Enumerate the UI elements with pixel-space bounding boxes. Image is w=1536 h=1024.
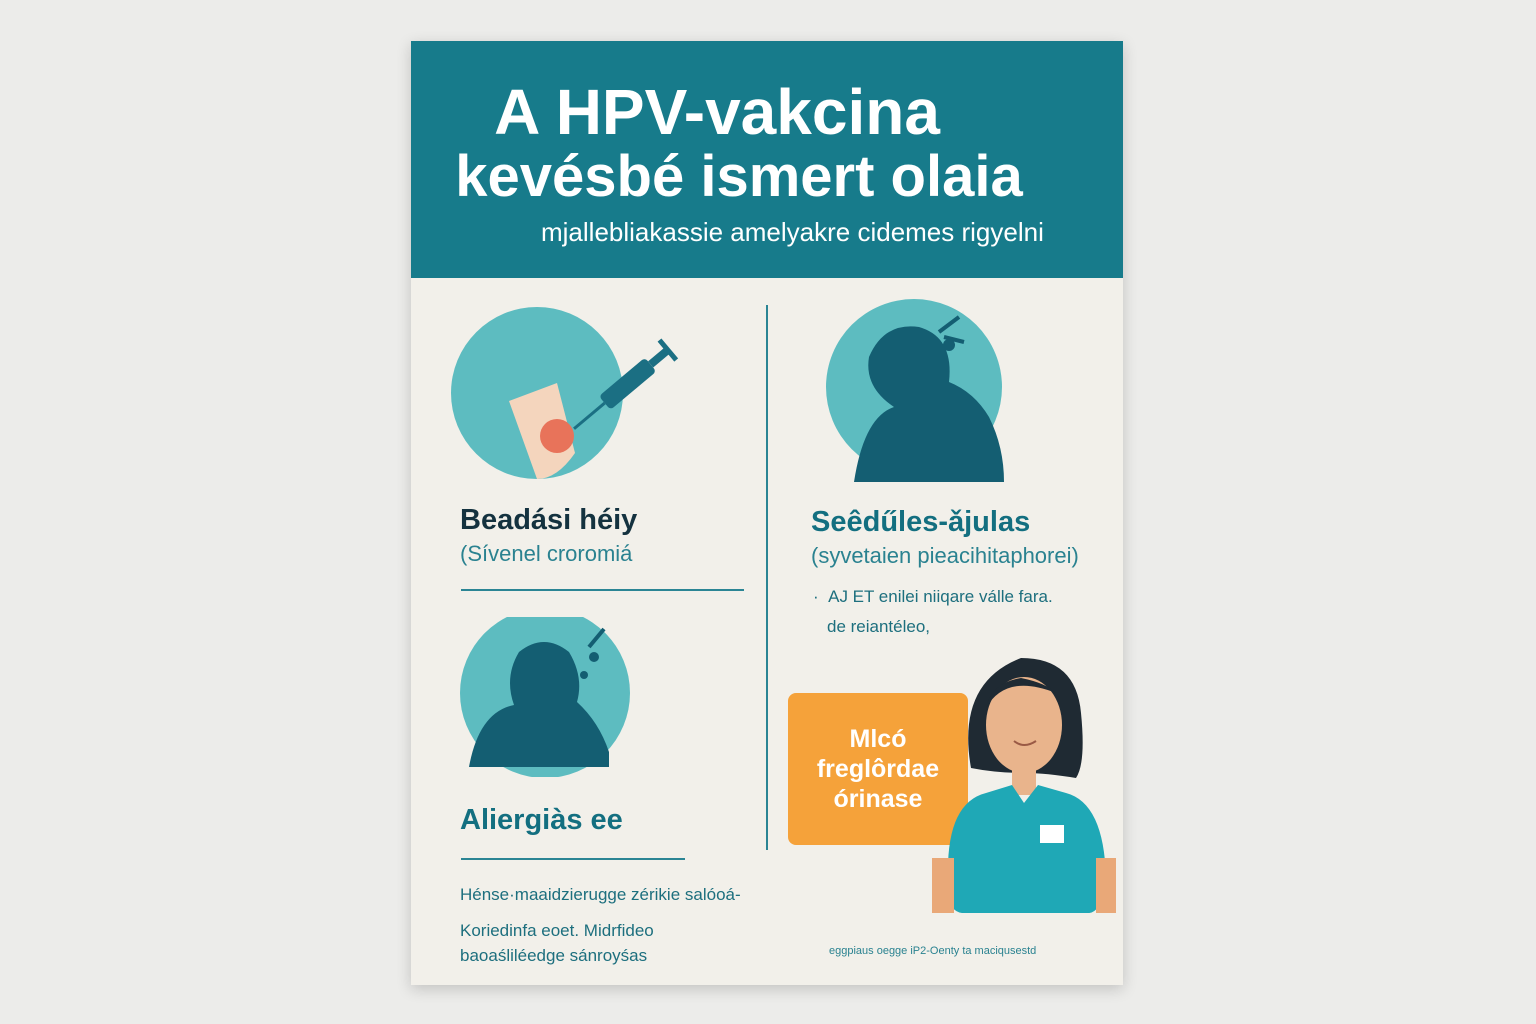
header-banner <box>411 41 1123 278</box>
callout-line: órinase <box>833 785 923 813</box>
title-line-2: kevésbé ismert olaia <box>455 144 1023 209</box>
section-fainting-title: Seêdűles-ǎjulas <box>811 506 1031 538</box>
fainting-bullet <box>813 582 1053 642</box>
subtitle: mjallebliakassie amelyakre cidemes rigyelni <box>541 217 1044 247</box>
section-fainting-subtitle: (syvetaien pieacihitaphorei) <box>811 543 1079 568</box>
allergy-illustration <box>459 617 639 777</box>
title-line-1: A HPV-vakcina <box>494 76 940 148</box>
section-allergy-title: Aliergiàs ee <box>460 804 623 836</box>
footer-note: eggpiaus oegge iP2-Oenty ta maciqusestd <box>829 945 1037 957</box>
bullet-text: AJ ET enilei niiqare válle fara. <box>828 587 1053 606</box>
bottom-text-line: Koriedinfa eoet. Midrfideo <box>460 921 654 940</box>
callout-line: Mlcó <box>849 725 907 753</box>
callout-line: freglôrdae <box>816 755 940 783</box>
poster <box>411 41 1123 985</box>
bottom-text-line: Hénse·maaidzierugge zérikie salóoá- <box>460 885 741 904</box>
section-injection-subtitle: (Sívenel croromiá <box>460 541 633 566</box>
bottom-text <box>460 879 741 967</box>
bullet-dot: · <box>813 587 829 606</box>
fainting-illustration <box>824 297 1014 487</box>
bottom-text-line: baoaśliléedge sánroyśas <box>460 946 648 965</box>
vertical-divider <box>766 305 768 850</box>
divider <box>461 858 685 860</box>
injection-site-illustration <box>447 303 687 493</box>
divider <box>461 589 744 591</box>
bullet-text-cont: de reiantéleo, <box>827 617 931 636</box>
section-injection-title: Beadási héiy <box>460 504 638 536</box>
nurse-illustration <box>926 653 1116 913</box>
